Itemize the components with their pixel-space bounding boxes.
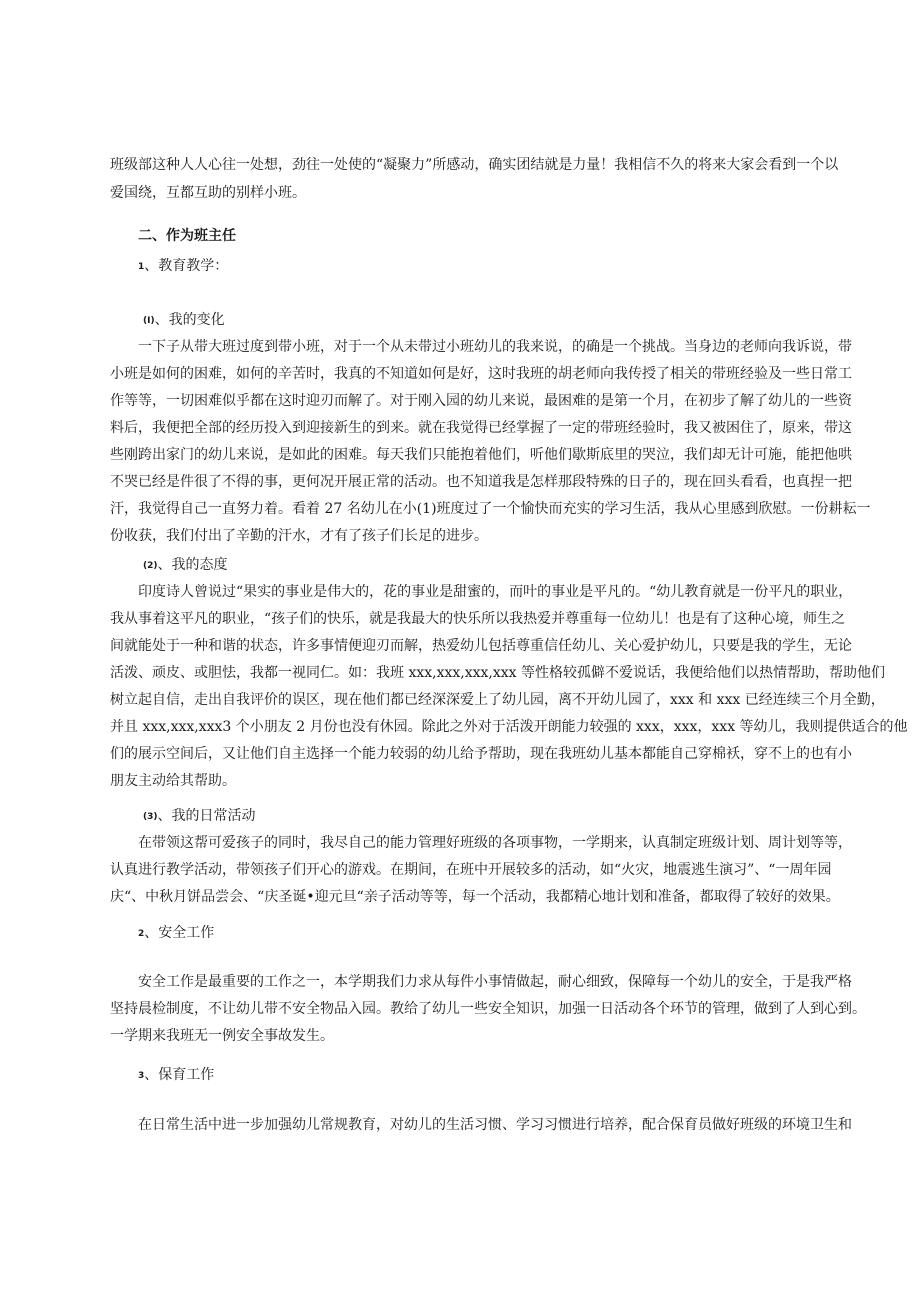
paragraph-line: 不哭已经是件很了不得的事，更何况开展正常的活动。也不知道我是怎样那段特殊的日子的，现在回头看看，也真捏一把 — [110, 474, 852, 490]
paragraph-line: 印度诗人曾说过“果实的事业是伟大的，花的事业是甜蜜的，而叶的事业是平凡的。“幼儿教育就是一份平凡的职业， — [138, 584, 853, 600]
paragraph-line: 在日常生活中进一步加强幼儿常规教育，对幼儿的生活习惯、学习习惯进行培养，配合保育员做好班级的环境卫生和 — [138, 1117, 852, 1133]
paragraph-line: 一学期来我班无一例安全事故发生。 — [110, 1028, 334, 1044]
paragraph-line: 一下子从带大班过度到带小班，对于一个从未带过小班幼儿的我来说，的确是一个挑战。当身边的老师向我诉说，带 — [138, 339, 852, 355]
paragraph-line: 料后，我便把全部的经历投入到迎接新生的到来。就在我觉得已经掌握了一定的带班经验时，我又被困住了，原来，带这 — [110, 420, 852, 436]
intro-line: 爱国绕，互都互助的别样小班。 — [110, 185, 306, 201]
paragraph-line: 间就能处于一种和谐的状态，许多事情便迎刃而解，热爱幼儿包括尊重信任幼儿、关心爱护幼儿，只要是我的学生，无论 — [110, 638, 852, 654]
subheading-care — [138, 1065, 822, 1086]
paragraph-line: 坚持晨检制度，不让幼儿带不安全物品入园。教给了幼儿一些安全知识，加强一日活动各个环节的管理，做到了人到心到。 — [110, 1001, 866, 1017]
subheading-my-change — [143, 310, 827, 331]
paragraph-line: 作等等，一切困难似乎都在这时迎刃而解了。对于刚入园的幼儿来说，最困难的是第一个月，在初步了解了幼儿的一些资 — [110, 393, 852, 409]
paragraph-line: 汗，我觉得自己一直努力着。看着 27 名幼儿在小(1)班度过了一个愉快而充实的学习生活，我从心里感到欣慰。一份耕耘一 — [110, 501, 871, 517]
paragraph-line: 庆“、中秋月饼品尝会、“庆圣诞•迎元旦“亲子活动等等，每一个活动，我都精心地计划和准备，都取得了较好的效果。 — [110, 889, 840, 905]
paragraph-line: 认真进行教学活动，带领孩子们开心的游戏。在期间，在班中开展较多的活动，如“火灾，地震逃生演习”、“一周年园 — [110, 862, 832, 878]
subheading-label: 、保育工作 — [144, 1067, 215, 1083]
subheading-number: (3) — [143, 812, 158, 822]
paragraph-line: 并且 xxx,xxx,xxx3 个小朋友 2 月份也没有休园。除此之外对于活泼开朗能力较强的 xxx，xxx，xxx 等幼儿，我则提供适合的他 — [110, 719, 908, 735]
subheading-label: 、安全工作 — [144, 925, 215, 941]
subheading-my-attitude — [143, 555, 827, 576]
subheading-education — [138, 256, 822, 277]
subheading-label: 、我的变化 — [154, 312, 225, 328]
subheading-label: 、我的日常活动 — [157, 808, 256, 824]
paragraph-line: 活泼、顽皮、或胆怯，我都一视同仁。如：我班 xxx,xxx,xxx,xxx 等性格较孤僻不爱说话，我便给他们以热情帮助，帮助他们 — [110, 665, 885, 681]
paragraph-line: 们的展示空间后，又让他们自主选择一个能力较弱的幼儿给予帮助，现在我班幼儿基本都能自己穿棉袄，穿不上的也有小 — [110, 746, 852, 762]
section-heading: 二、作为班主任 — [138, 228, 236, 244]
subheading-safety — [138, 923, 822, 944]
subheading-number: 2 — [138, 929, 145, 939]
paragraph-line: 份收获，我们付出了辛勤的汗水，才有了孩子们长足的进步。 — [110, 528, 488, 544]
paragraph-line: 小班是如何的困难，如何的辛苦时，我真的不知道如何是好，这时我班的胡老师向我传授了相关的带班经验及一些日常工 — [110, 366, 852, 382]
subheading-number: 3 — [138, 1071, 145, 1081]
paragraph-line: 树立起自信，走出自我评价的误区，现在他们都已经深深爱上了幼儿园，离不开幼儿园了，xxx 和 xxx 已经连续三个月全勤， — [110, 692, 885, 708]
subheading-number: (I) — [143, 316, 155, 326]
paragraph-line: 我从事着这平凡的职业，“孩子们的快乐，就是我最大的快乐所以我热爱并尊重每一位幼儿！也是有了这种心境，师生之 — [110, 611, 846, 627]
paragraph-line: 些刚跨出家门的幼儿来说，是如此的困难。每天我们只能抱着他们，听他们歇斯底里的哭泣，我们却无计可施，能把他哄 — [110, 447, 852, 463]
paragraph-line: 朋友主动给其帮助。 — [110, 773, 236, 789]
paragraph-line: 在带领这帮可爱孩子的同时，我尽自己的能力管理好班级的各项事物，一学期来，认真制定班级计划、周计划等等， — [138, 835, 852, 851]
subheading-label: 、我的态度 — [157, 557, 228, 573]
subheading-number: (2) — [143, 561, 158, 571]
subheading-daily-activities — [143, 806, 827, 827]
paragraph-line: 安全工作是最重要的工作之一，本学期我们力求从每件小事情做起，耐心细致，保障每一个幼儿的安全，于是我严格 — [138, 974, 852, 990]
subheading-label: 、教育教学： — [144, 258, 229, 274]
subheading-number: 1 — [138, 262, 145, 272]
intro-line: 班级部这种人人心往一处想，劲往一处使的“凝聚力”所感动，确实团结就是力量！我相信不久的将来大家会看到一个以 — [110, 157, 839, 173]
